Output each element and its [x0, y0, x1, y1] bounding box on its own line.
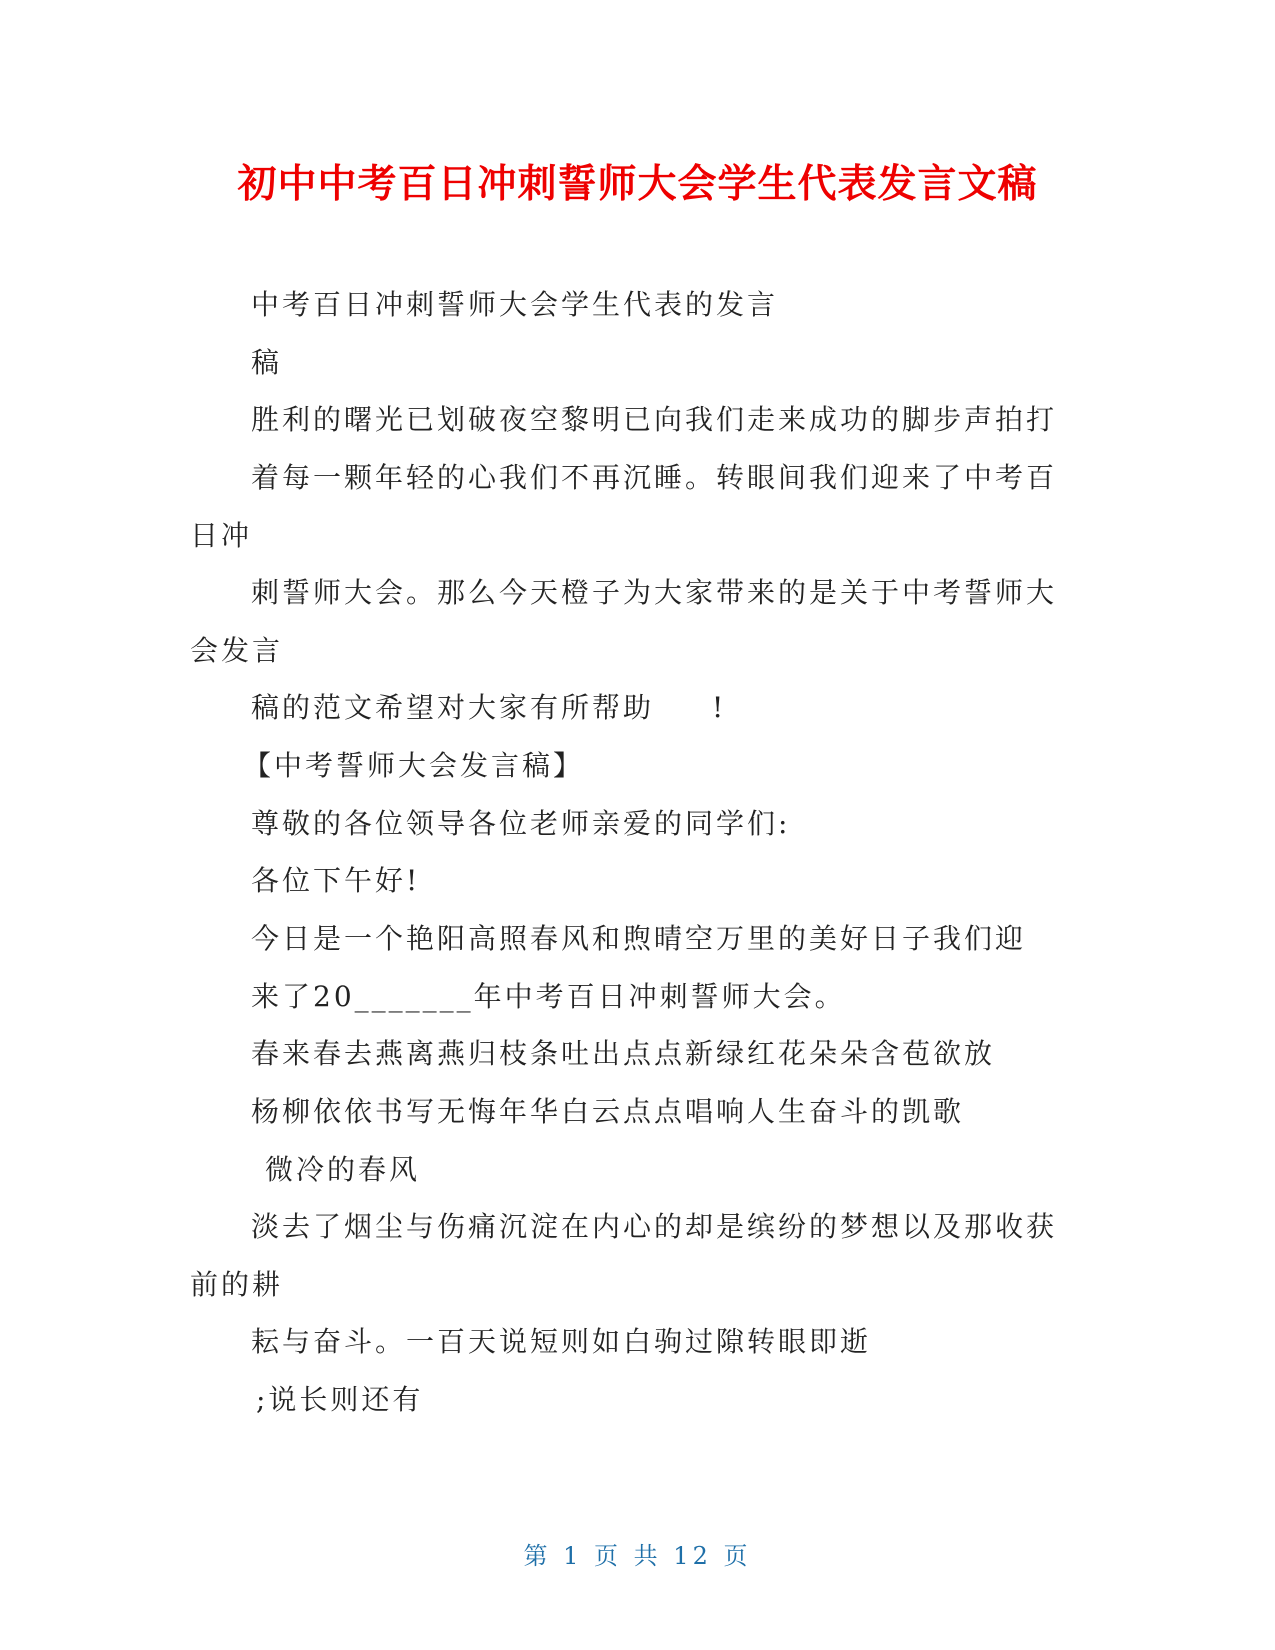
- text-line: 日冲: [190, 519, 253, 552]
- document-title: 初中中考百日冲刺誓师大会学生代表发言文稿: [237, 162, 1038, 207]
- text-line: 耘与奋斗。一百天说短则如白驹过隙转眼即逝: [251, 1325, 872, 1358]
- text-line: 稿: [251, 346, 283, 379]
- page-footer: 第 1 页 共 12 页: [523, 1542, 752, 1570]
- text-line: 杨柳依依书写无悔年华白云点点唱响人生奋斗的凯歌: [251, 1095, 965, 1128]
- text-line: 春来春去燕离燕归枝条吐出点点新绿红花朵朵含苞欲放: [251, 1037, 996, 1070]
- text-line: 前的耕: [190, 1268, 284, 1301]
- text-segment: 稿的范文希望对大家有所帮助: [251, 691, 655, 724]
- exclamation-mark: !: [712, 691, 727, 724]
- text-line: 刺誓师大会。那么今天橙子为大家带来的是关于中考誓师大: [251, 576, 1058, 609]
- text-line: 今日是一个艳阳高照春风和煦晴空万里的美好日子我们迎: [251, 922, 1027, 955]
- text-line: ;说长则还有: [256, 1383, 424, 1416]
- text-line-with-mark: [251, 688, 726, 728]
- text-line: 各位下午好!: [251, 864, 421, 897]
- text-line: 淡去了烟尘与伤痛沉淀在内心的却是缤纷的梦想以及那收获: [251, 1210, 1058, 1243]
- text-line: 中考百日冲刺誓师大会学生代表的发言: [251, 288, 779, 321]
- text-line: 尊敬的各位领导各位老师亲爱的同学们:: [251, 807, 791, 840]
- text-line: 着每一颗年轻的心我们不再沉睡。转眼间我们迎来了中考百: [251, 461, 1058, 494]
- text-line: 来了20_______年中考百日冲刺誓师大会。: [251, 980, 846, 1013]
- text-line: 微冷的春风: [265, 1153, 421, 1186]
- section-heading: 【中考誓师大会发言稿】: [243, 749, 585, 782]
- text-line: 会发言: [190, 634, 284, 667]
- text-line: 胜利的曙光已划破夜空黎明已向我们走来成功的脚步声拍打: [251, 403, 1058, 436]
